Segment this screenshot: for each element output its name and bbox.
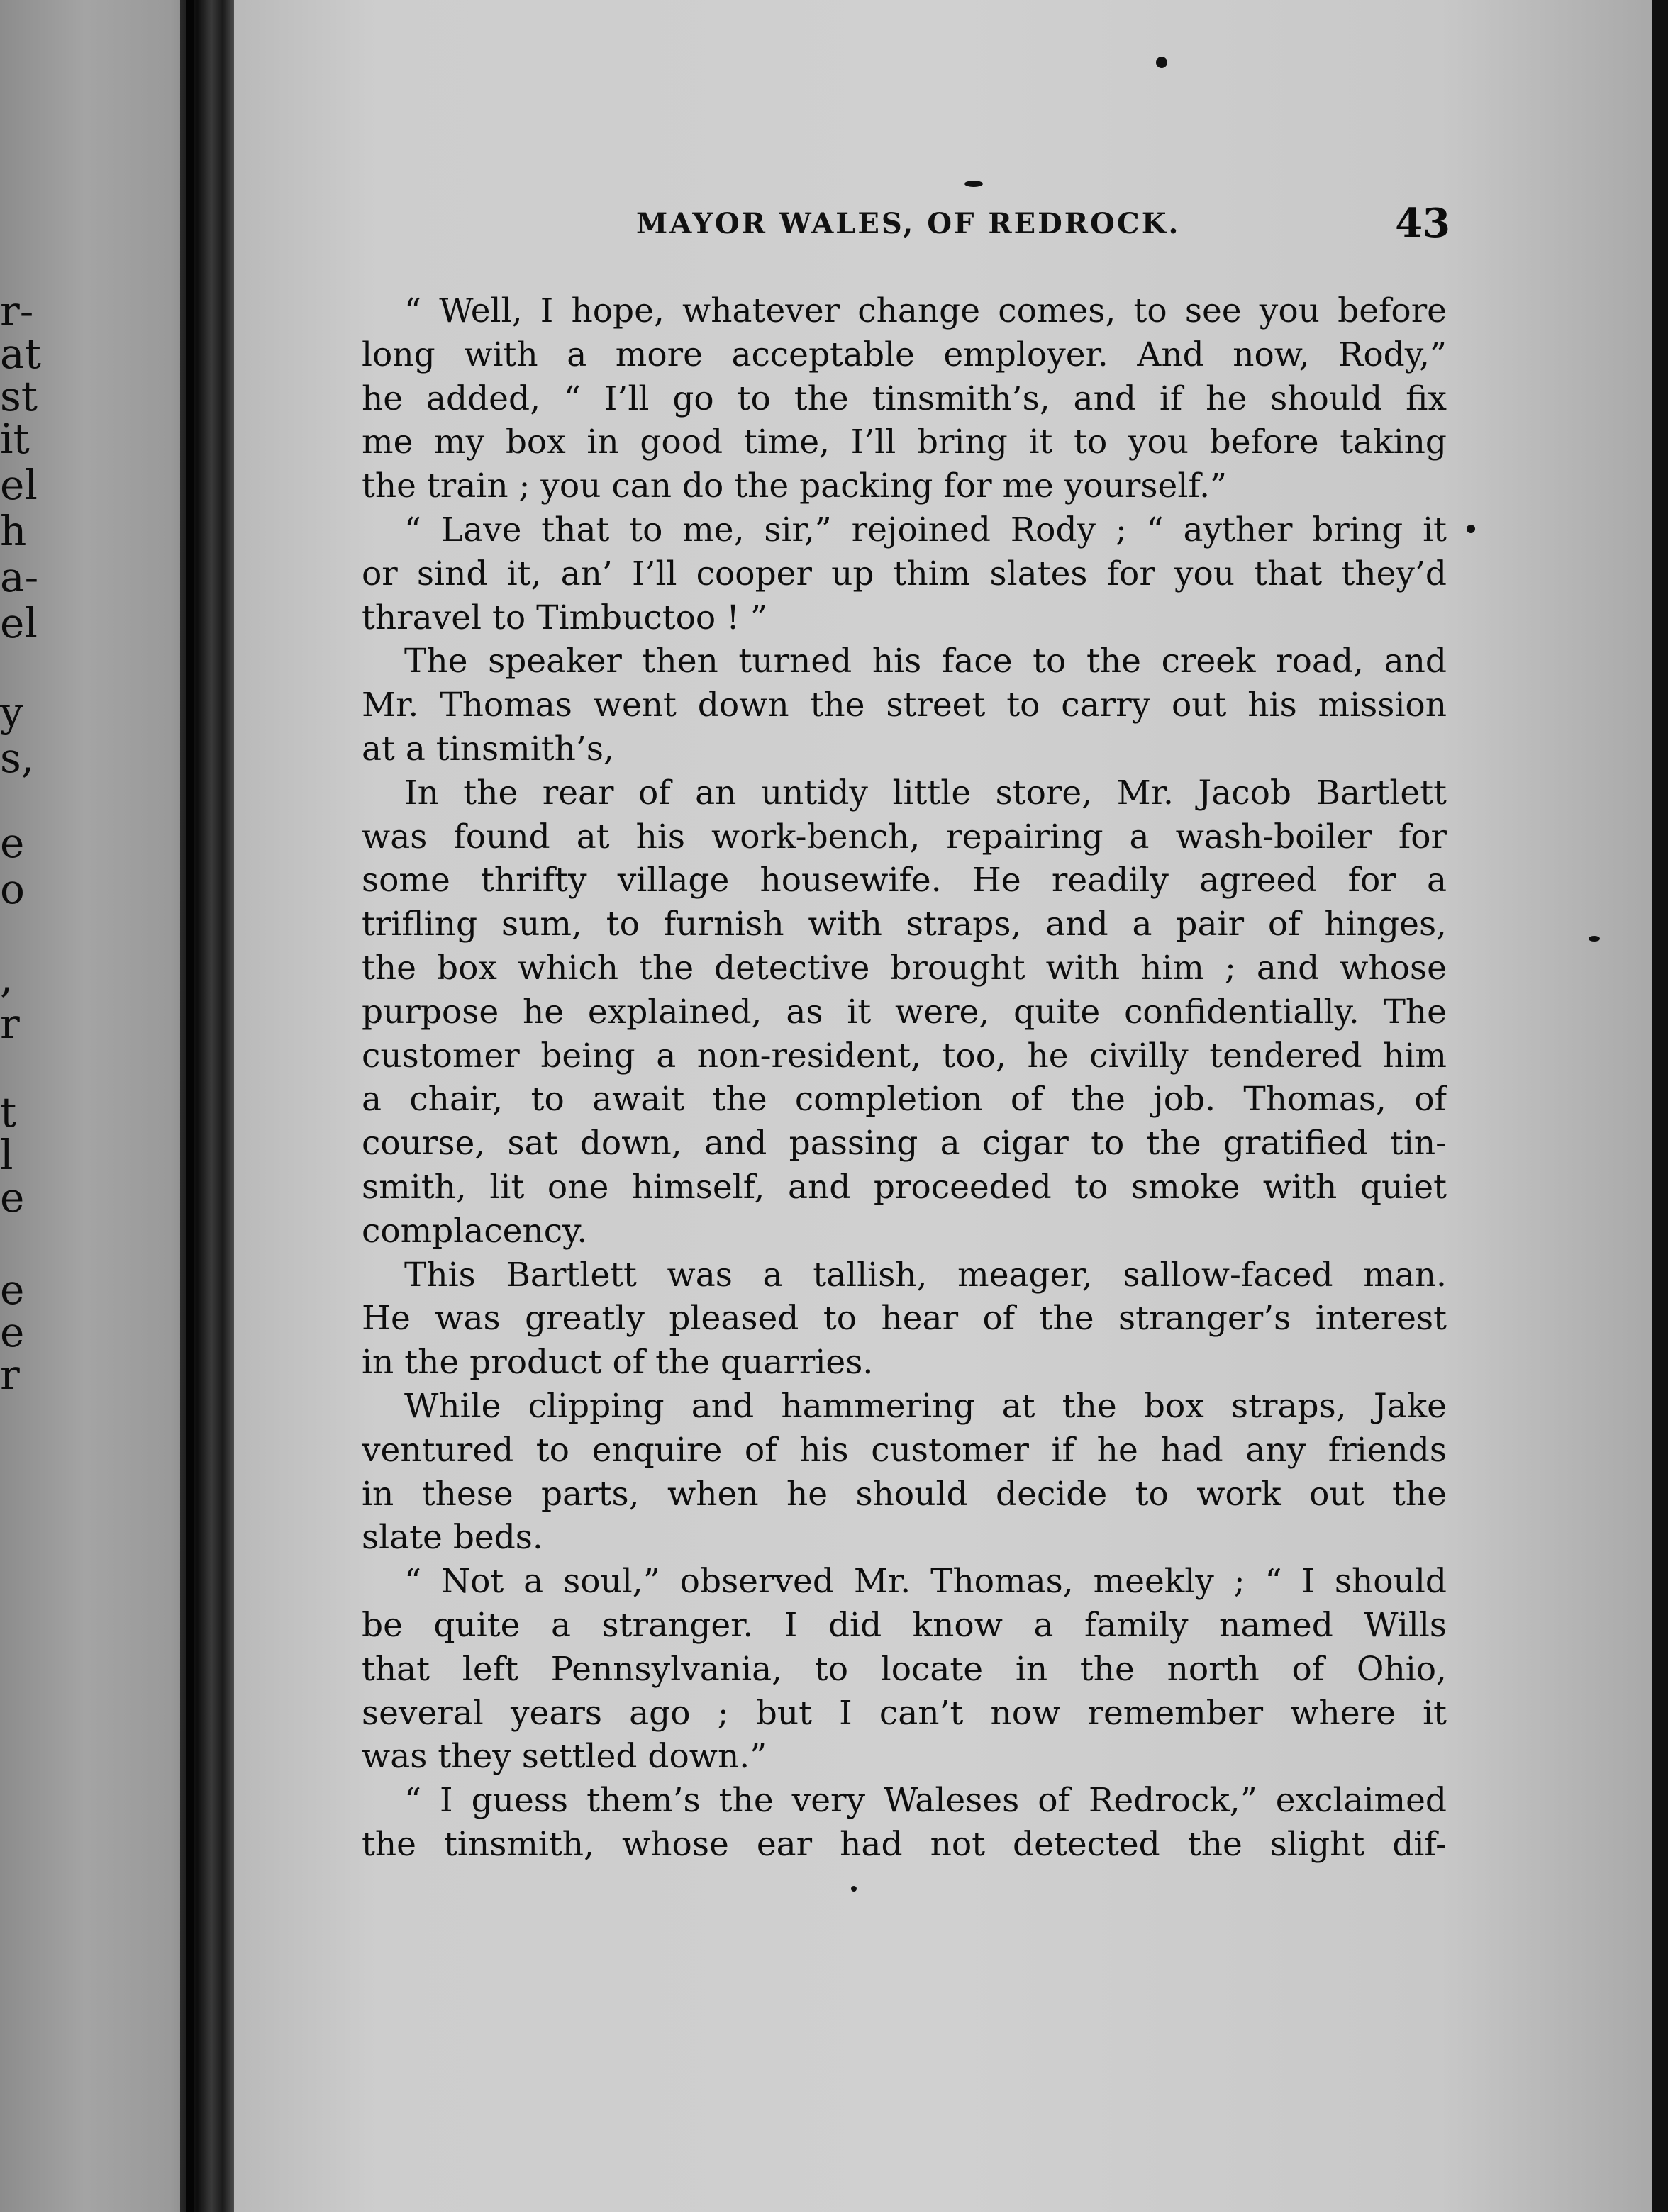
- text-line: smith, lit one himself, and proceeded to smoke with quiet: [362, 1167, 1447, 1207]
- text-line: customer being a non-resident, too, he civilly tendered him: [362, 1036, 1447, 1076]
- text-line: several years ago ; but I can’t now remember where it: [362, 1693, 1447, 1733]
- ink-speck: [964, 181, 983, 187]
- text-line: a chair, to await the completion of the job. Thomas, of: [362, 1080, 1447, 1119]
- text-line: some thrifty village housewife. He readily agreed for a: [362, 861, 1447, 900]
- text-line: While clipping and hammering at the box straps, Jake: [404, 1386, 1447, 1426]
- text-line: me my box in good time, I’ll bring it to you before taking: [362, 423, 1447, 462]
- left-page-fragment: it: [0, 415, 30, 463]
- text-line: that left Pennsylvania, to locate in the north of Ohio,: [362, 1649, 1447, 1689]
- left-page-fragment: t: [0, 1088, 17, 1136]
- text-line: at a tinsmith’s,: [362, 729, 614, 769]
- left-page-fragment: s,: [0, 734, 35, 782]
- right-page-edge: [1652, 0, 1668, 2212]
- text-line: He was greatly pleased to hear of the stranger’s interest: [362, 1299, 1447, 1339]
- left-page-fragment: y: [0, 688, 23, 736]
- left-page-fragment: el: [0, 599, 38, 647]
- text-line: was found at his work-bench, repairing a wash-boiler for: [362, 817, 1447, 856]
- left-page-fragment: r: [0, 1000, 20, 1048]
- left-page-fragment: e: [0, 1173, 25, 1222]
- text-line: he added, “ I’ll go to the tinsmith’s, and if he should fix: [362, 379, 1447, 418]
- text-line: be quite a stranger. I did know a family named Wills: [362, 1605, 1447, 1645]
- text-line: “ I guess them’s the very Waleses of Redrock,” exclaimed: [404, 1781, 1447, 1821]
- text-line: The speaker then turned his face to the creek road, and: [404, 642, 1447, 681]
- running-head: [379, 191, 1450, 262]
- text-line: course, sat down, and passing a cigar to the gratified tin-: [362, 1124, 1447, 1163]
- left-page-fragment: e: [0, 819, 25, 867]
- left-page-fragment: ,: [0, 954, 13, 1002]
- text-line: the tinsmith, whose ear had not detected the slight dif-: [362, 1824, 1447, 1864]
- text-line: slate beds.: [362, 1518, 543, 1558]
- left-page-fragment: r: [0, 1351, 20, 1399]
- text-line: “ Not a soul,” observed Mr. Thomas, meekly ; “ I should: [404, 1562, 1447, 1602]
- ink-speck: [1156, 57, 1167, 68]
- gutter-shadow: [186, 0, 194, 2212]
- text-line: ventured to enquire of his customer if he had any friends: [362, 1430, 1447, 1470]
- page-number: 43: [1395, 200, 1450, 247]
- text-line: complacency.: [362, 1211, 588, 1251]
- text-line: in the product of the quarries.: [362, 1343, 874, 1382]
- text-line: “ Lave that to me, sir,” rejoined Rody ; “ ayther bring it: [404, 510, 1447, 549]
- ink-speck: [851, 1886, 857, 1892]
- left-page-fragment: el: [0, 461, 38, 509]
- running-title: MAYOR WALES, OF REDROCK.: [636, 207, 1181, 240]
- text-line: “ Well, I hope, whatever change comes, to see you before: [404, 291, 1447, 330]
- text-line: This Bartlett was a tallish, meager, sallow-faced man.: [404, 1255, 1447, 1295]
- left-page-fragment: at: [0, 330, 41, 378]
- left-page-fragment: st: [0, 372, 38, 420]
- text-line: trifling sum, to furnish with straps, and a pair of hinges,: [362, 905, 1447, 944]
- text-line: long with a more acceptable employer. And now, Rody,”: [362, 335, 1447, 374]
- left-page-fragment: h: [0, 507, 27, 555]
- text-line: in these parts, when he should decide to work out the: [362, 1474, 1447, 1514]
- left-page-fragment: o: [0, 865, 25, 913]
- left-page-fragment: e: [0, 1266, 25, 1314]
- page-body-text: [362, 289, 1447, 1867]
- text-line: Mr. Thomas went down the street to carry out his mission: [362, 686, 1447, 725]
- text-line: purpose he explained, as it were, quite confidentially. The: [362, 992, 1447, 1032]
- text-line: In the rear of an untidy little store, Mr. Jacob Bartlett: [404, 773, 1447, 812]
- left-page-fragment: a-: [0, 553, 39, 601]
- ink-speck: [1467, 525, 1475, 533]
- text-line: or sind it, an’ I’ll cooper up thim slates for you that they’d: [362, 554, 1447, 593]
- left-page-fragment: l: [0, 1131, 13, 1179]
- left-page-fragment: e: [0, 1308, 25, 1356]
- left-page-fragment: r-: [0, 287, 34, 335]
- text-line: the box which the detective brought with him ; and whose: [362, 948, 1447, 988]
- text-line: the train ; you can do the packing for me yourself.”: [362, 467, 1228, 506]
- text-line: was they settled down.”: [362, 1737, 767, 1777]
- ink-speck: [1589, 936, 1600, 942]
- text-line: thravel to Timbuctoo ! ”: [362, 598, 768, 637]
